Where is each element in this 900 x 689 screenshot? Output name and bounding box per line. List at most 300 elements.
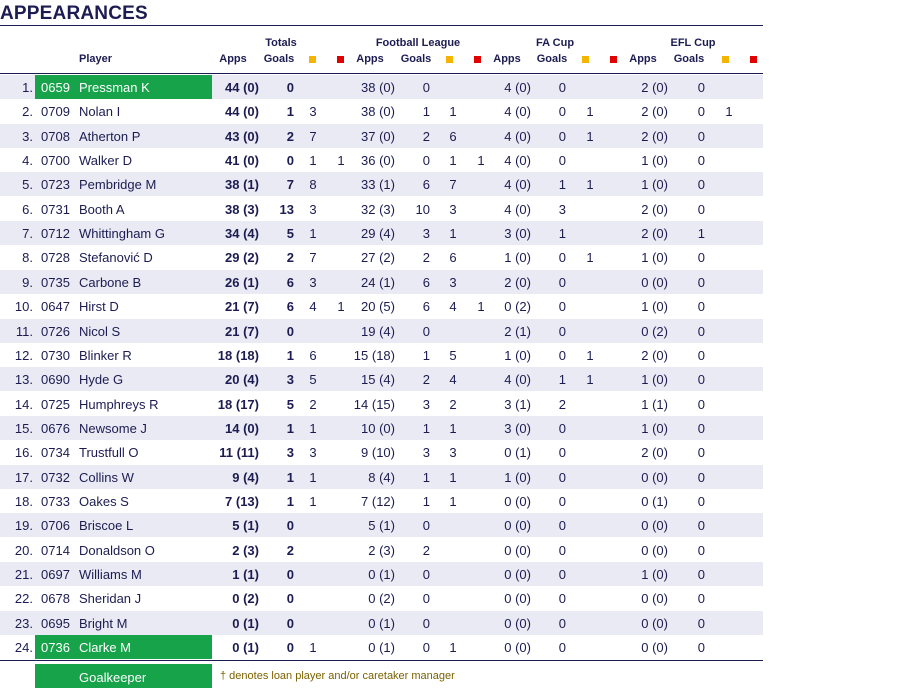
player-id: 0723 [41,177,70,193]
fl-apps: 15 (18) [353,347,395,363]
red-card-icon [337,56,344,63]
row-number: 15. [14,420,33,436]
table-row [0,148,763,172]
totals-goals: 0 [286,80,294,95]
fl-goals: 3 [422,226,430,242]
efl-goals: 0 [697,445,705,461]
player-id: 0709 [41,104,70,120]
header-divider [0,73,763,74]
fa-apps: 0 (0) [504,591,531,607]
totals-yellow-cards: 5 [309,372,317,388]
efl-goals: 1 [697,226,705,242]
yellow-card-icon [446,56,453,63]
totals-apps: 1 (1) [232,567,259,582]
efl-apps: 2 (0) [641,201,668,217]
totals-yellow-cards: 3 [309,104,317,120]
fl-apps: 10 (0) [361,420,395,436]
totals-apps: 14 (0) [225,420,259,436]
fa-apps: 0 (0) [504,518,531,534]
efl-apps: 1 (0) [641,299,668,315]
totals-yellow-cards: 3 [309,445,317,461]
fa-goals: 2 [558,396,566,412]
table-row [0,562,763,586]
efl-goals: 0 [697,420,705,436]
fa-apps: 0 (0) [504,493,531,509]
fl-apps: 32 (3) [361,201,395,217]
fl-goals: 6 [422,177,430,193]
fl-yellow-cards: 3 [449,445,457,461]
efl-goals: 0 [697,250,705,266]
player-name: Hyde G [79,372,124,388]
header-fl-apps: Apps [356,53,384,65]
fa-yellow-cards: 1 [586,177,594,193]
totals-yellow-cards: 1 [309,493,317,509]
player-name: Briscoe L [79,518,134,534]
fa-apps: 1 (0) [504,250,531,266]
fl-apps: 27 (2) [361,250,395,266]
totals-apps: 21 (7) [225,299,259,315]
fa-apps: 4 (0) [504,104,531,120]
player-id: 0726 [41,323,70,339]
efl-goals: 0 [697,640,705,656]
table-row [0,319,763,343]
totals-apps: 44 (0) [225,80,259,95]
totals-yellow-cards: 4 [309,299,317,315]
header-totals-apps: Apps [219,53,247,65]
row-number: 14. [14,396,33,412]
totals-goals: 0 [286,591,294,607]
totals-goals: 0 [286,153,294,169]
fl-apps: 38 (0) [361,104,395,120]
page-title: APPEARANCES [0,3,148,24]
fl-goals: 1 [422,469,430,485]
efl-goals: 0 [697,372,705,388]
efl-apps: 1 (0) [641,250,668,266]
totals-apps: 21 (7) [225,323,259,339]
fa-apps: 0 (0) [504,567,531,582]
fl-yellow-cards: 1 [449,420,457,436]
table-row [0,392,763,416]
fl-apps: 5 (1) [368,518,395,534]
totals-yellow-cards: 7 [309,128,317,144]
table-row [0,124,763,148]
row-number: 9. [22,274,33,290]
fl-yellow-cards: 4 [449,299,457,315]
player-id: 0695 [41,615,70,631]
header-totals-goals: Goals [263,53,295,65]
fa-goals: 0 [558,347,566,363]
fa-goals: 0 [558,445,566,461]
fa-goals: 0 [558,323,566,339]
player-id: 0725 [41,396,70,412]
fl-yellow-cards: 7 [449,177,457,193]
player-id: 0732 [41,469,70,485]
row-number: 23. [14,615,33,631]
red-card-icon [474,56,481,63]
totals-apps: 38 (3) [225,201,259,217]
fa-goals: 0 [558,591,566,607]
totals-apps: 11 (11) [219,445,259,461]
fl-yellow-cards: 1 [449,640,457,656]
fa-goals: 0 [558,640,566,656]
efl-yellow-cards: 1 [725,104,733,120]
player-name: Blinker R [79,347,132,363]
efl-apps: 0 (0) [641,469,668,485]
totals-goals: 13 [279,201,294,217]
table-row [0,197,763,221]
fa-apps: 3 (0) [504,226,531,242]
player-id: 0731 [41,201,70,217]
efl-apps: 0 (0) [641,274,668,290]
yellow-card-icon [722,56,729,63]
fl-apps: 24 (1) [361,274,395,290]
efl-goals: 0 [697,128,705,144]
fa-goals: 0 [558,469,566,485]
row-number: 3. [22,128,33,144]
fl-yellow-cards: 2 [449,396,457,412]
fl-apps: 37 (0) [361,128,395,144]
fl-apps: 20 (5) [361,299,395,315]
player-id: 0712 [41,226,70,242]
fl-goals: 1 [422,493,430,509]
fa-apps: 4 (0) [504,372,531,388]
efl-apps: 0 (0) [641,591,668,607]
player-name: Nicol S [79,323,121,339]
totals-yellow-cards: 7 [309,250,317,266]
totals-apps: 0 (1) [232,615,259,631]
player-id: 0678 [41,591,70,607]
efl-goals: 0 [697,493,705,509]
totals-goals: 1 [286,469,294,485]
efl-apps: 2 (0) [641,445,668,461]
header-totals: Totals [265,37,297,49]
row-number: 24. [14,640,33,656]
fl-goals: 2 [422,250,430,266]
table-row [0,440,763,464]
fa-apps: 4 (0) [504,177,531,193]
player-id: 0659 [41,80,70,95]
table-row [0,538,763,562]
row-number: 13. [14,372,33,388]
totals-goals: 2 [286,128,294,144]
totals-goals: 6 [286,299,294,315]
fa-apps: 0 (1) [504,445,531,461]
player-id: 0733 [41,493,70,509]
totals-goals: 5 [286,226,294,242]
fa-apps: 4 (0) [504,128,531,144]
fl-goals: 2 [422,128,430,144]
player-name: Collins W [79,469,134,485]
efl-goals: 0 [697,347,705,363]
fl-yellow-cards: 5 [449,347,457,363]
efl-apps: 0 (0) [641,542,668,558]
totals-goals: 0 [286,615,294,631]
totals-yellow-cards: 2 [309,396,317,412]
header-efl-apps: Apps [629,53,657,65]
fa-yellow-cards: 1 [586,372,594,388]
efl-goals: 0 [697,323,705,339]
table-row [0,635,763,659]
fl-apps: 33 (1) [361,177,395,193]
fl-goals: 0 [422,591,430,607]
player-name: Sheridan J [79,591,142,607]
player-name: Pembridge M [79,177,157,193]
header-efl-cup: EFL Cup [670,37,716,49]
header-fa-cup: FA Cup [535,37,575,49]
efl-apps: 0 (0) [641,518,668,534]
efl-goals: 0 [697,591,705,607]
player-id: 0734 [41,445,70,461]
fl-goals: 0 [422,615,430,631]
fa-apps: 4 (0) [504,80,531,95]
fl-apps: 36 (0) [361,153,395,169]
fl-goals: 0 [422,567,430,582]
header-fl-goals: Goals [400,53,432,65]
totals-yellow-cards: 1 [309,226,317,242]
player-name: Carbone B [79,274,142,290]
fl-apps: 9 (10) [361,445,395,461]
efl-goals: 0 [697,153,705,169]
efl-apps: 1 (0) [641,420,668,436]
player-id: 0736 [41,640,70,656]
fl-yellow-cards: 6 [449,128,457,144]
totals-apps: 26 (1) [225,274,259,290]
table-row [0,75,763,99]
goalkeeper-legend-label: Goalkeeper [79,670,147,685]
table-row [0,294,763,318]
totals-apps: 20 (4) [225,372,259,388]
row-number: 19. [14,518,33,534]
totals-red-cards: 1 [337,299,345,315]
player-name: Bright M [79,615,128,631]
yellow-card-icon [582,56,589,63]
fl-apps: 0 (1) [368,640,395,656]
footer-divider [0,660,763,661]
totals-apps: 9 (4) [232,469,259,485]
fa-apps: 0 (0) [504,542,531,558]
table-row [0,367,763,391]
fa-apps: 0 (0) [504,640,531,656]
red-card-icon [750,56,757,63]
player-name: Clarke M [79,640,132,656]
fa-apps: 4 (0) [504,201,531,217]
player-id: 0714 [41,542,70,558]
totals-goals: 1 [286,104,294,120]
fl-goals: 3 [422,445,430,461]
fl-goals: 3 [422,396,430,412]
fa-apps: 1 (0) [504,469,531,485]
totals-yellow-cards: 3 [309,274,317,290]
fl-yellow-cards: 3 [449,274,457,290]
fl-goals: 10 [415,201,430,217]
fl-apps: 38 (0) [361,80,395,95]
efl-goals: 0 [697,274,705,290]
totals-goals: 0 [286,640,294,656]
fa-goals: 0 [558,567,566,582]
totals-apps: 0 (2) [232,591,259,607]
fl-goals: 6 [422,299,430,315]
fl-yellow-cards: 1 [449,104,457,120]
player-id: 0730 [41,347,70,363]
player-name: Booth A [79,201,125,217]
fl-red-cards: 1 [477,299,485,315]
fa-apps: 1 (0) [504,347,531,363]
totals-red-cards: 1 [337,153,345,169]
fl-apps: 8 (4) [368,469,395,485]
player-id: 0728 [41,250,70,266]
efl-apps: 0 (2) [641,323,668,339]
totals-goals: 0 [286,567,294,582]
table-row [0,513,763,537]
player-id: 0676 [41,420,70,436]
efl-goals: 0 [697,396,705,412]
totals-goals: 1 [286,493,294,509]
fl-apps: 19 (4) [361,323,395,339]
fa-goals: 0 [558,274,566,290]
fl-apps: 15 (4) [361,372,395,388]
player-name: Donaldson O [79,542,155,558]
fl-goals: 6 [422,274,430,290]
totals-apps: 41 (0) [225,153,259,169]
efl-goals: 0 [697,201,705,217]
efl-apps: 2 (0) [641,80,668,95]
totals-apps: 5 (1) [232,518,259,534]
efl-goals: 0 [697,567,705,582]
efl-goals: 0 [697,177,705,193]
fa-goals: 1 [558,177,566,193]
efl-apps: 2 (0) [641,104,668,120]
player-id: 0697 [41,567,70,582]
fl-apps: 29 (4) [361,226,395,242]
fa-yellow-cards: 1 [586,104,594,120]
player-name: Atherton P [79,128,141,144]
fl-goals: 0 [422,518,430,534]
totals-apps: 44 (0) [225,104,259,120]
table-row [0,221,763,245]
fa-goals: 0 [558,420,566,436]
efl-goals: 0 [697,104,705,120]
fl-yellow-cards: 4 [449,372,457,388]
totals-yellow-cards: 1 [309,153,317,169]
efl-apps: 1 (0) [641,372,668,388]
header-fa-apps: Apps [493,53,521,65]
totals-apps: 0 (1) [232,640,259,656]
title-divider [0,25,763,26]
player-name: Hirst D [79,299,119,315]
player-id: 0706 [41,518,70,534]
player-name: Oakes S [79,493,129,509]
totals-apps: 7 (13) [225,493,259,509]
fa-goals: 0 [558,493,566,509]
row-number: 10. [14,299,33,315]
fl-goals: 0 [422,640,430,656]
row-number: 16. [14,445,33,461]
fa-apps: 3 (1) [504,396,531,412]
row-number: 7. [22,226,33,242]
player-name: Whittingham G [79,226,165,242]
row-number: 17. [14,469,33,485]
efl-apps: 0 (0) [641,640,668,656]
totals-goals: 2 [286,542,294,558]
player-id: 0700 [41,153,70,169]
player-name: Nolan I [79,104,121,120]
efl-apps: 1 (1) [641,396,668,412]
totals-goals: 3 [286,372,294,388]
fa-goals: 0 [558,250,566,266]
player-id: 0647 [41,299,70,315]
fa-goals: 0 [558,518,566,534]
efl-apps: 1 (0) [641,153,668,169]
totals-goals: 0 [286,518,294,534]
yellow-card-icon [309,56,316,63]
totals-goals: 6 [286,274,294,290]
table-row [0,465,763,489]
totals-yellow-cards: 1 [309,469,317,485]
efl-apps: 1 (0) [641,177,668,193]
player-name: Walker D [79,153,132,169]
fl-yellow-cards: 6 [449,250,457,266]
fl-apps: 7 (12) [361,493,395,509]
player-name: Williams M [79,567,142,582]
totals-apps: 2 (3) [232,542,259,558]
fl-goals: 2 [422,542,430,558]
row-number: 20. [14,542,33,558]
fa-apps: 2 (1) [504,323,531,339]
efl-apps: 1 (0) [641,567,668,582]
totals-goals: 2 [286,250,294,266]
row-number: 2. [22,104,33,120]
table-row [0,270,763,294]
totals-apps: 18 (17) [217,396,259,412]
fl-red-cards: 1 [477,153,485,169]
row-number: 22. [14,591,33,607]
totals-apps: 34 (4) [225,226,259,242]
totals-yellow-cards: 8 [309,177,317,193]
totals-yellow-cards: 6 [309,347,317,363]
fa-goals: 0 [558,615,566,631]
fl-apps: 0 (1) [368,567,395,582]
totals-goals: 7 [286,177,294,193]
totals-apps: 18 (18) [217,347,259,363]
table-row [0,586,763,610]
red-card-icon [610,56,617,63]
fa-apps: 0 (0) [504,615,531,631]
fl-goals: 0 [422,323,430,339]
table-row [0,611,763,635]
efl-goals: 0 [697,518,705,534]
fl-yellow-cards: 3 [449,201,457,217]
fa-goals: 0 [558,299,566,315]
row-number: 12. [14,347,33,363]
fl-yellow-cards: 1 [449,469,457,485]
fa-apps: 3 (0) [504,420,531,436]
player-name: Humphreys R [79,396,159,412]
totals-apps: 29 (2) [225,250,259,266]
row-number: 4. [22,153,33,169]
fa-goals: 0 [558,80,566,95]
totals-yellow-cards: 3 [309,201,317,217]
fl-goals: 1 [422,420,430,436]
efl-apps: 2 (0) [641,226,668,242]
table-row [0,172,763,196]
table-row [0,245,763,269]
header-football-league: Football League [375,37,461,49]
table-row [0,489,763,513]
fl-apps: 0 (1) [368,615,395,631]
fl-apps: 14 (15) [353,396,395,412]
fa-yellow-cards: 1 [586,128,594,144]
totals-goals: 5 [286,396,294,412]
